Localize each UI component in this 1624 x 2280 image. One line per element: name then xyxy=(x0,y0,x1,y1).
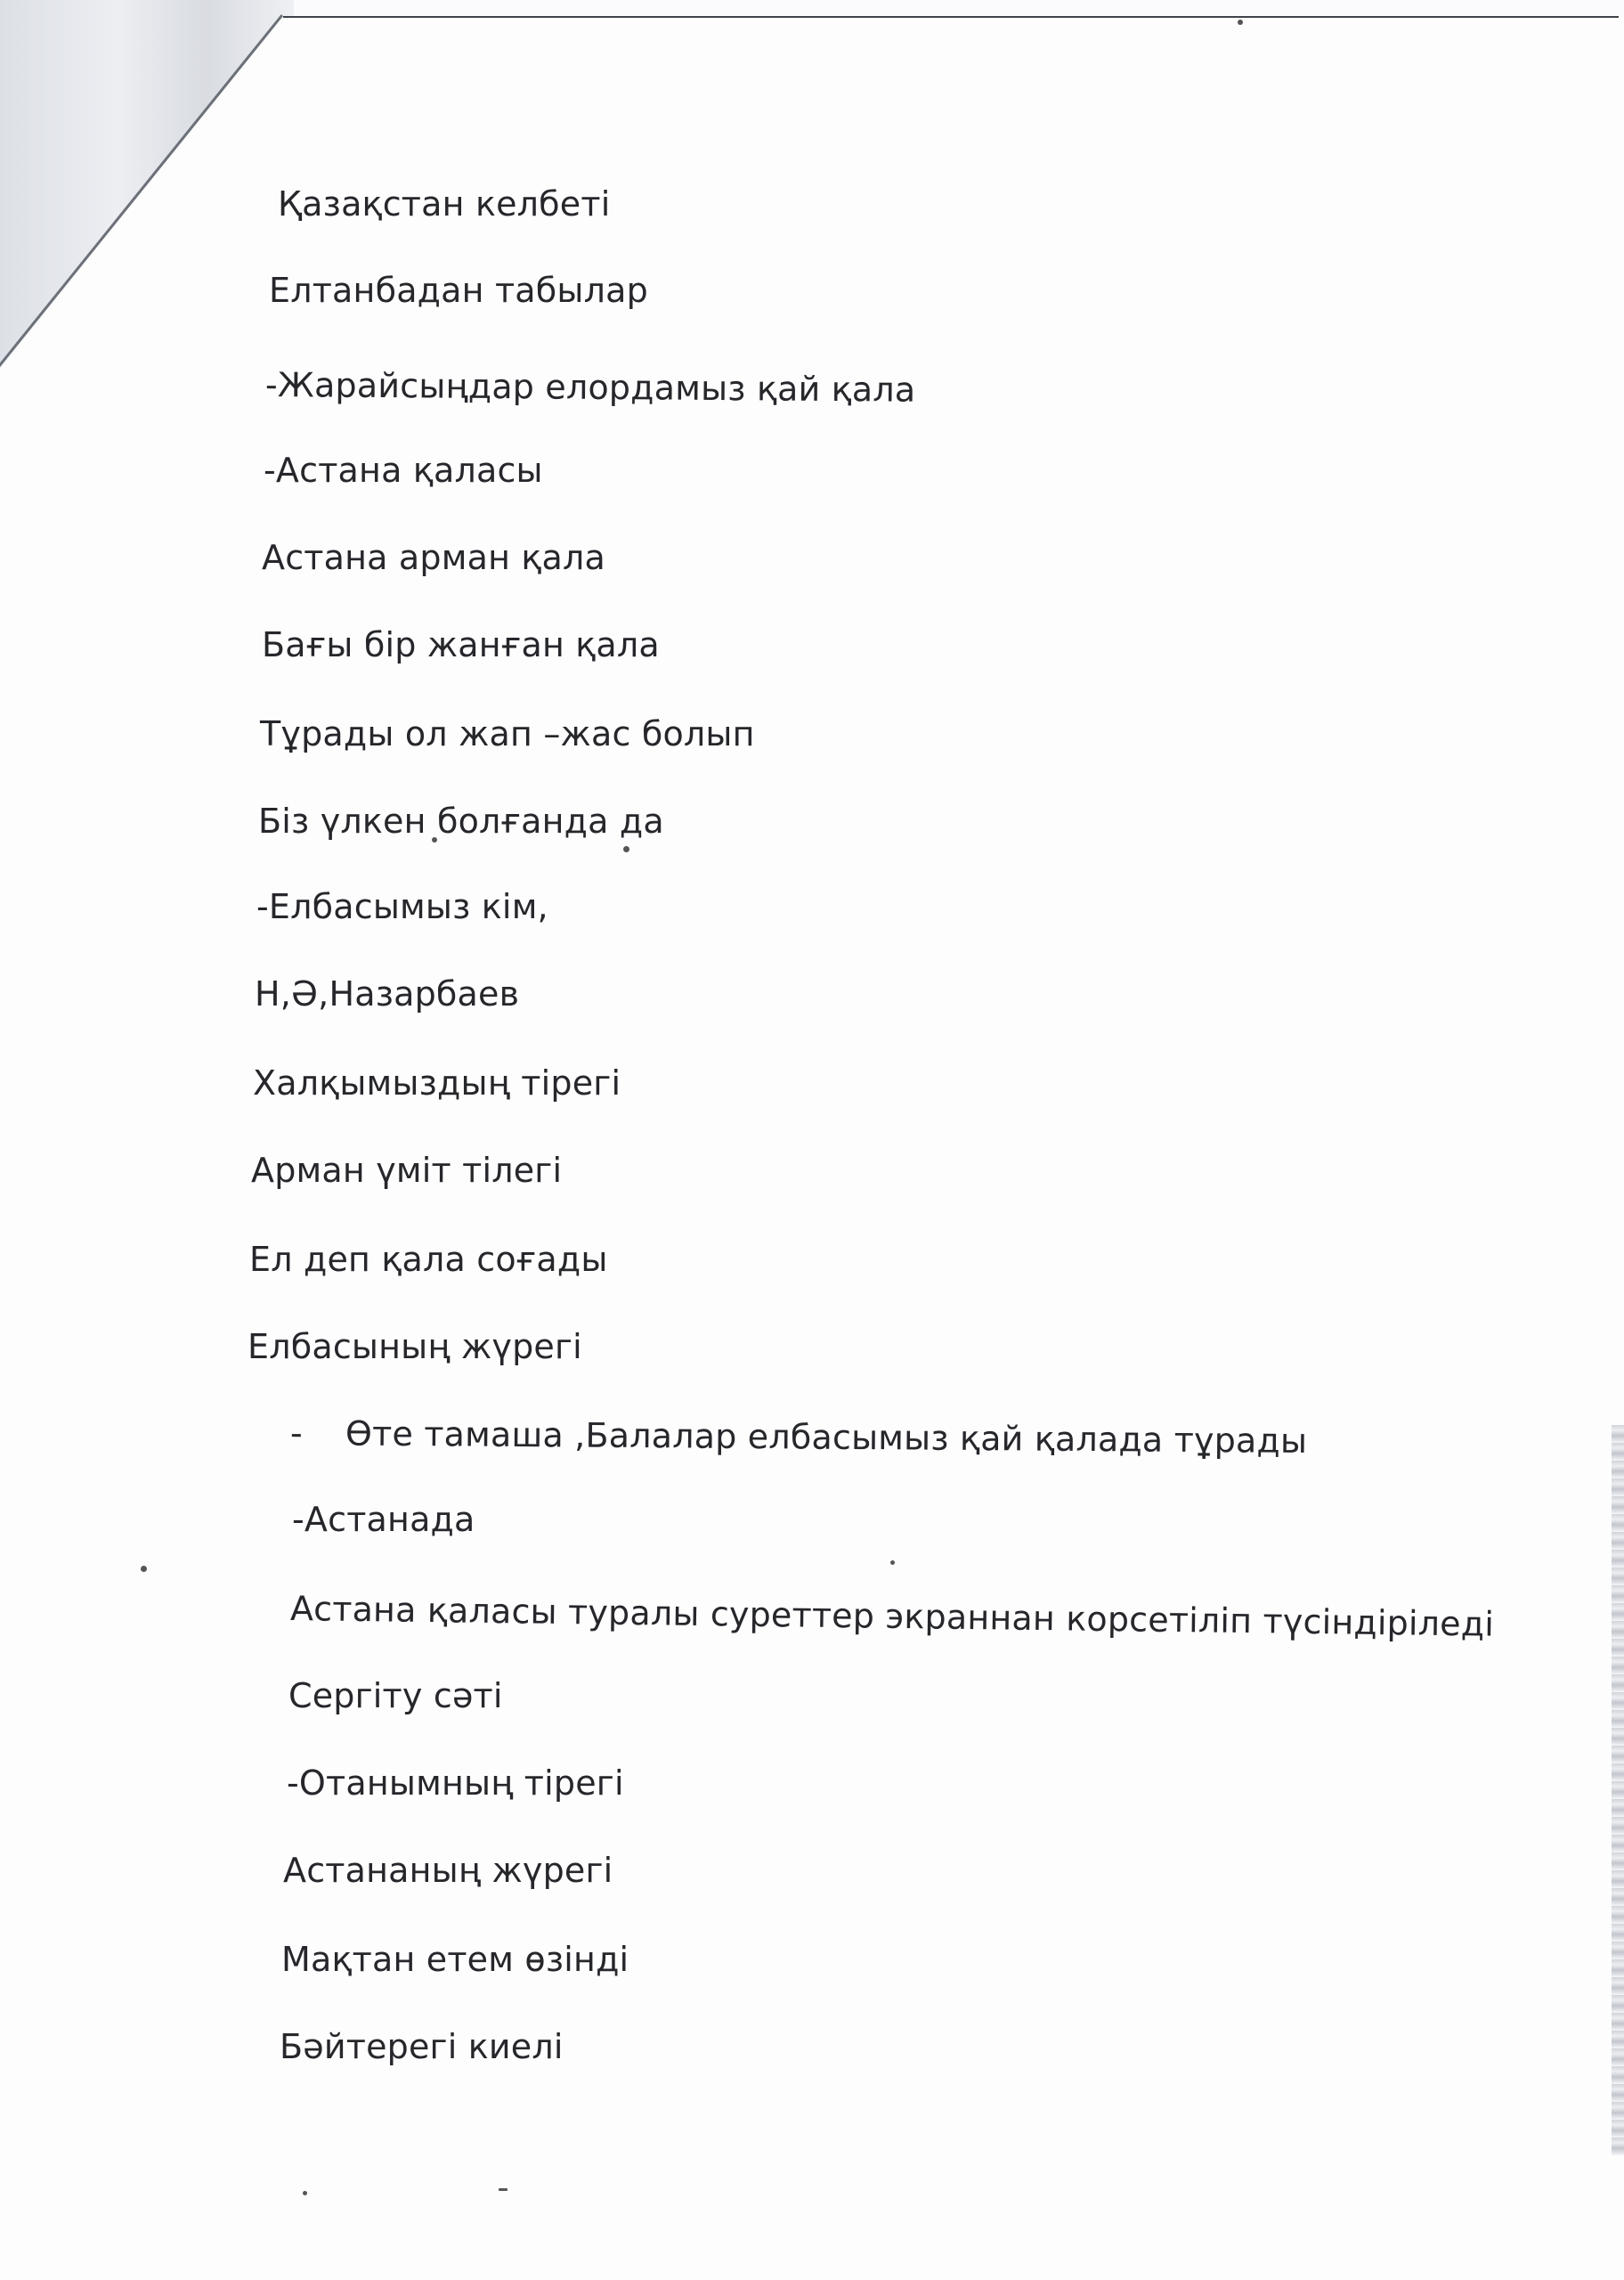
line-19: -Отанымның тірегі xyxy=(287,1763,624,1803)
line-7: Тұрады ол жап –жас болып xyxy=(260,714,755,753)
line-14: Елбасының жүрегі xyxy=(248,1327,582,1366)
scan-speck xyxy=(141,1566,147,1572)
line-17: Астана қаласы туралы суреттер экраннан корсетіліп түсіндіріледі xyxy=(289,1589,1495,1644)
line-18: Сергіту сәті xyxy=(288,1676,503,1715)
scan-speck xyxy=(890,1560,895,1565)
line-20: Астананың жүрегі xyxy=(283,1851,613,1890)
line-5: Астана арман қала xyxy=(262,538,606,577)
line-16: -Астанада xyxy=(292,1500,475,1539)
paper-top-edge xyxy=(283,16,1619,18)
scan-speck xyxy=(499,2188,508,2191)
line-title: Қазақстан келбеті xyxy=(278,184,611,224)
line-10: Н,Ә,Назарбаев xyxy=(255,974,520,1014)
line-11: Халқымыздың тірегі xyxy=(253,1063,621,1103)
line-15-bulleted xyxy=(290,1412,1308,1462)
line-12: Арман үміт тілегі xyxy=(251,1151,563,1190)
line-9: -Елбасымыз кім, xyxy=(256,887,548,926)
line-6: Бағы бір жанған қала xyxy=(262,625,660,664)
scan-speck xyxy=(1238,20,1243,25)
line-13: Ел деп қала соғады xyxy=(249,1240,608,1279)
scan-speck xyxy=(623,846,629,852)
line-4: -Астана қаласы xyxy=(264,451,543,490)
line-8: Біз үлкен болғанда да xyxy=(258,802,664,841)
line-21: Мақтан етем өзінді xyxy=(281,1940,629,1979)
line-2: Елтанбадан табылар xyxy=(269,271,648,310)
paper-sheet xyxy=(0,16,1624,2280)
bullet-dash: - xyxy=(289,1413,304,1454)
line-22: Бәйтерегі киелі xyxy=(280,2027,564,2066)
line-15-text: Өте тамаша ,Балалар елбасымыз қай қалада тұрады xyxy=(345,1413,1308,1461)
paper-right-edge xyxy=(1612,1425,1624,2155)
line-3: -Жарайсыңдар елордамыз қай қала xyxy=(264,365,916,410)
scan-speck xyxy=(303,2191,307,2195)
